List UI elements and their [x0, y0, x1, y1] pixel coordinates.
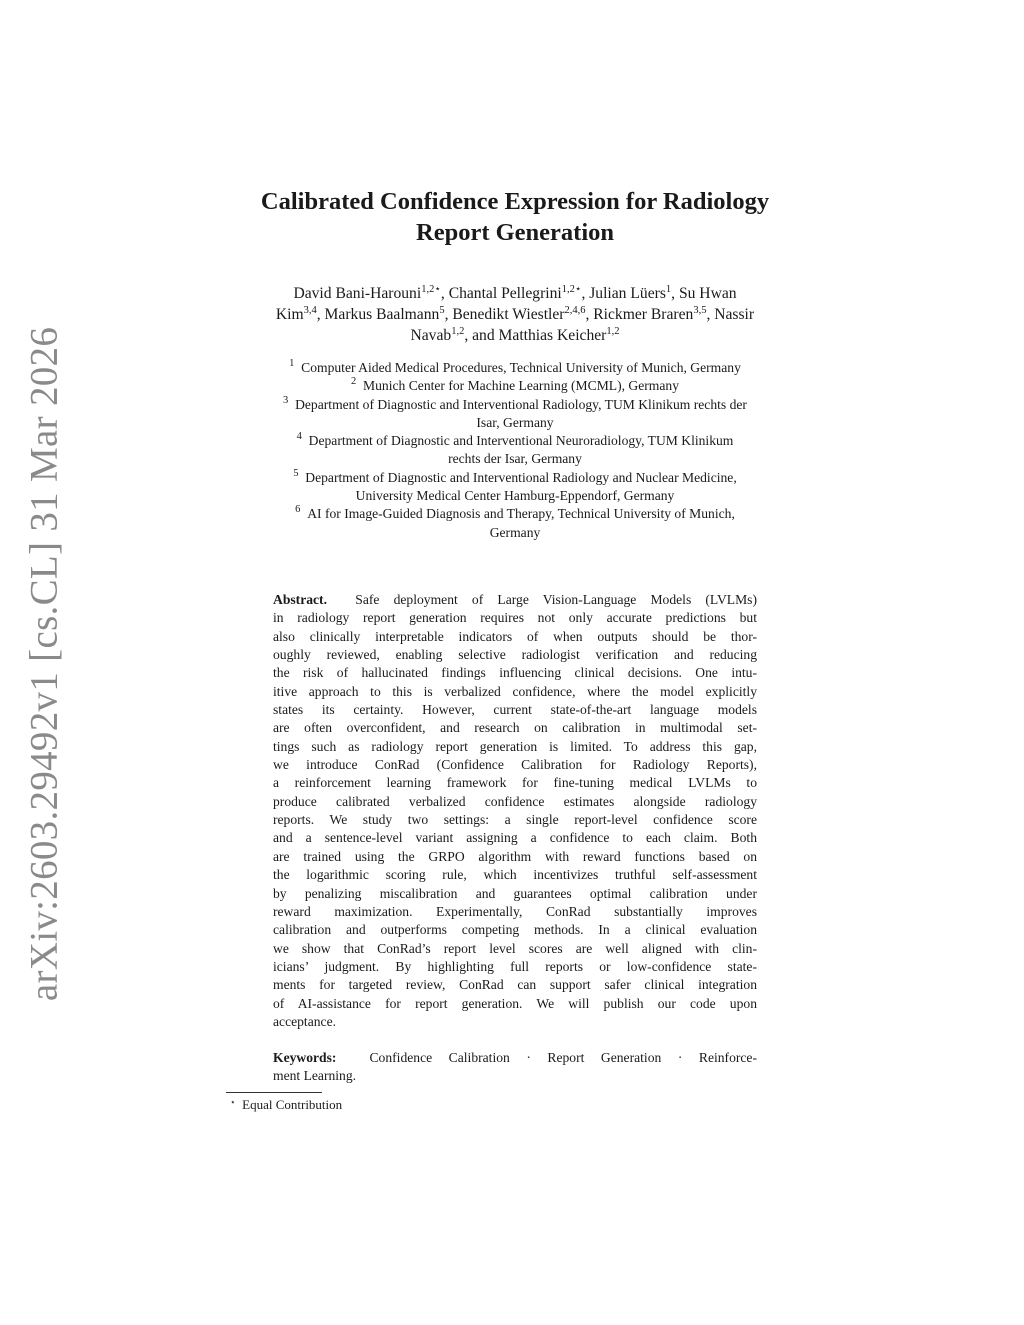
author-line-1	[212, 283, 818, 304]
keywords-label: Keywords:	[273, 1050, 337, 1065]
affiliation-number: 3	[283, 394, 289, 406]
author-name: David Bani-Harouni	[293, 285, 422, 302]
abstract-line: itive approach to this is verbalized confidence, where the model explicitly	[273, 683, 757, 699]
abstract-line: ments for targeted review, ConRad can support safer clinical integration	[273, 977, 757, 993]
affiliation-text: Department of Diagnostic and Interventional Neuroradiology, TUM Klinikum	[308, 433, 734, 449]
author-affil-mark: 1,2⋆	[561, 284, 582, 295]
abstract-line: are trained using the GRPO algorithm with reward functions based on	[273, 848, 757, 864]
affiliation-1	[212, 359, 818, 377]
author-name: Kim	[275, 306, 304, 323]
affiliation-3-cont: Isar, Germany	[476, 414, 554, 430]
title-line-1: Calibrated Confidence Expression for Radiology	[260, 188, 770, 215]
keywords-line	[273, 1049, 757, 1067]
footnote	[230, 1096, 342, 1113]
author-affil-mark: 1	[665, 284, 672, 295]
author-name: , Benedikt Wiestler	[444, 306, 565, 323]
affiliation-number: 5	[293, 467, 299, 479]
abstract-text: Safe deployment of Large Vision-Language Models (LVLMs)	[355, 592, 758, 607]
affiliation-number: 6	[295, 504, 301, 516]
keywords	[273, 1049, 757, 1086]
affiliation-6	[212, 505, 818, 523]
affiliation-text: AI for Image-Guided Diagnosis and Therapy, Technical University of Munich,	[307, 506, 735, 522]
author-line-3	[212, 325, 818, 346]
keywords-text: Confidence Calibration · Report Generation · Reinforce-	[369, 1050, 757, 1065]
affiliation-5	[212, 469, 818, 487]
footnote-mark: ⋆	[230, 1097, 236, 1107]
abstract-line: acceptance.	[273, 1013, 337, 1029]
affiliation-number: 2	[350, 376, 357, 388]
affiliation-text: Department of Diagnostic and Interventional Radiology, TUM Klinikum rechts der	[295, 396, 747, 412]
abstract-line: reports. We study two settings: a single report-level confidence score	[273, 812, 757, 828]
affiliation-text: Munich Center for Machine Learning (MCML), Germany	[363, 378, 679, 394]
affiliation-3	[212, 396, 818, 414]
author-name: , Chantal Pellegrini	[440, 285, 562, 302]
abstract-line: calibration and outperforms competing methods. In a clinical evaluation	[273, 922, 757, 938]
abstract-line: the logarithmic scoring rule, which incentivizes truthful self-assessment	[273, 867, 757, 883]
author-affil-mark: 1,2	[606, 326, 620, 337]
author-line-2	[212, 304, 818, 325]
author-name: , Markus Baalmann	[316, 306, 440, 323]
abstract-line	[273, 591, 757, 609]
affiliation-2	[212, 377, 818, 395]
author-affil-mark: 3,5	[693, 305, 707, 316]
abstract-line: by penalizing miscalibration and guarantees optimal calibration under	[273, 885, 757, 901]
abstract-line: tings such as radiology report generation is limited. To address this gap,	[273, 738, 757, 754]
title-line-2: Report Generation	[416, 219, 614, 246]
abstract-line: reward maximization. Experimentally, ConRad substantially improves	[273, 903, 757, 919]
abstract-line: of AI-assistance for report generation. We will publish our code upon	[273, 995, 757, 1011]
abstract-line: produce calibrated verbalized confidence estimates alongside radiology	[273, 793, 757, 809]
abstract-line: also clinically interpretable indicators of when outputs should be thor-	[273, 628, 757, 644]
author-affil-mark: 2,4,6	[564, 305, 586, 316]
affiliation-list	[212, 359, 818, 542]
affiliation-number: 4	[296, 431, 302, 443]
author-list	[212, 283, 818, 346]
author-name: , Julian Lüers	[581, 285, 666, 302]
abstract	[273, 591, 757, 1031]
author-affil-mark: 3,4	[303, 305, 317, 316]
author-name: , Rickmer Braren	[585, 306, 694, 323]
author-affil-mark: 5	[439, 305, 445, 316]
author-name: Navab	[410, 327, 452, 344]
abstract-line: icians’ judgment. By highlighting full reports or low-confidence state-	[273, 958, 757, 974]
abstract-line: we show that ConRad’s report level scores are well aligned with clin-	[273, 940, 757, 956]
abstract-line: states its certainty. However, current state-of-the-art language models	[273, 702, 757, 718]
abstract-line: are often overconfident, and research on calibration in multimodal set-	[273, 720, 757, 736]
author-affil-mark: 1,2	[451, 326, 465, 337]
keywords-line: ment Learning.	[273, 1068, 357, 1084]
abstract-line: we introduce ConRad (Confidence Calibration for Radiology Reports),	[273, 757, 757, 773]
author-affil-mark: 1,2⋆	[421, 284, 441, 295]
abstract-line: in radiology report generation requires not only accurate predictions but	[273, 610, 757, 626]
affiliation-number: 1	[289, 358, 295, 369]
abstract-line: oughly reviewed, enabling selective radiologist verification and reducing	[273, 647, 757, 663]
author-name: , and Matthias Keicher	[464, 327, 607, 344]
affiliation-5-cont: University Medical Center Hamburg-Eppendorf, Germany	[355, 488, 675, 504]
author-name: , Su Hwan	[671, 285, 737, 302]
affiliation-text: Department of Diagnostic and Interventional Radiology and Nuclear Medicine,	[305, 469, 737, 485]
affiliation-4-cont: rechts der Isar, Germany	[448, 451, 582, 467]
abstract-line: a reinforcement learning framework for fine-tuning medical LVLMs to	[273, 775, 757, 791]
paper-title	[212, 186, 818, 248]
abstract-line: and a sentence-level variant assigning a confidence to each claim. Both	[273, 830, 757, 846]
affiliation-text: Computer Aided Medical Procedures, Technical University of Munich, Germany	[301, 360, 741, 375]
abstract-label: Abstract.	[273, 592, 327, 607]
abstract-line: the risk of hallucinated findings influencing clinical decisions. One intu-	[273, 665, 757, 681]
footnote-rule	[226, 1092, 322, 1093]
affiliation-6-cont: Germany	[489, 524, 541, 540]
author-name: , Nassir	[706, 306, 755, 323]
arxiv-identifier: arXiv:2603.29492v1 [cs.CL] 31 Mar 2026	[22, 326, 66, 1002]
footnote-text: Equal Contribution	[242, 1097, 343, 1112]
affiliation-4	[212, 432, 818, 450]
